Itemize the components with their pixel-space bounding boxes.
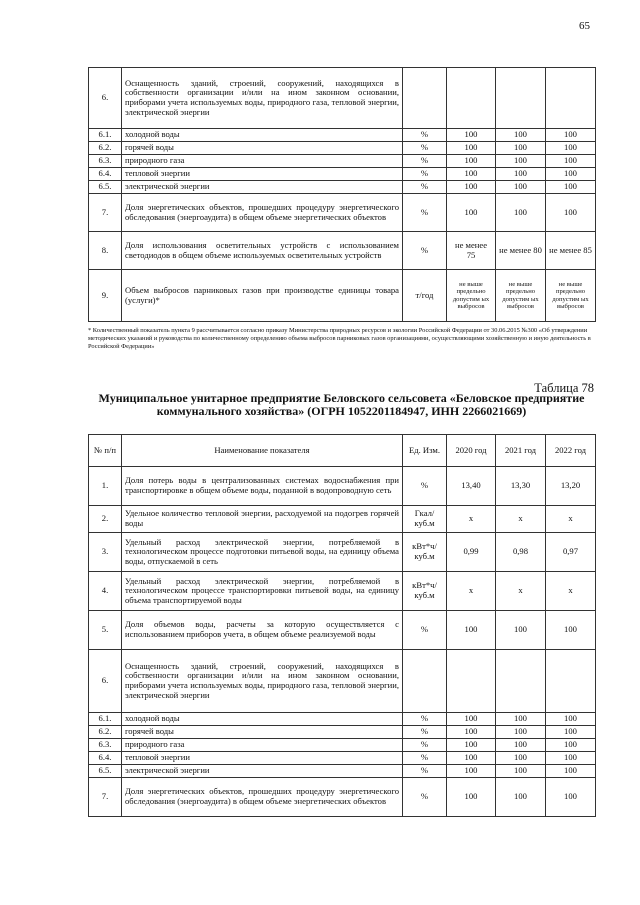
value-cell: 100: [546, 713, 596, 726]
row-number: 4.: [89, 572, 122, 611]
value-cell: 100: [447, 142, 496, 155]
indicator-name: холодной воды: [122, 129, 403, 142]
unit-cell: %: [403, 181, 447, 194]
unit-cell: %: [403, 778, 447, 817]
value-cell: 13,30: [496, 467, 546, 506]
unit-cell: [403, 68, 447, 129]
value-cell: 100: [546, 611, 596, 650]
row-number: 6.3.: [89, 739, 122, 752]
value-cell: 100: [447, 739, 496, 752]
value-cell: 100: [496, 181, 546, 194]
value-cell: 100: [447, 168, 496, 181]
table-row: [89, 467, 596, 506]
header-year-2022: 2022 год: [546, 435, 596, 467]
value-cell: 100: [546, 726, 596, 739]
value-cell: х: [546, 506, 596, 533]
row-number: 6.1.: [89, 713, 122, 726]
table-row: [89, 181, 596, 194]
value-cell: 100: [496, 142, 546, 155]
value-cell: 100: [447, 726, 496, 739]
value-cell: 100: [447, 129, 496, 142]
table-row: [89, 765, 596, 778]
row-number: 7.: [89, 778, 122, 817]
row-number: 8.: [89, 232, 122, 270]
indicator-name: Доля энергетических объектов, прошедших процедуру энергетического обследования (энергоаудита) в общем объеме энергетических объектов: [122, 778, 403, 817]
row-number: 9.: [89, 270, 122, 322]
indicator-name: горячей воды: [122, 142, 403, 155]
indicator-name: Оснащенность зданий, строений, сооружений, находящихся в собственности организации и/или на ином законном основании, приборами учета используемых воды, природного газа, тепловой энергии, электрической энергии: [122, 68, 403, 129]
row-number: 6.2.: [89, 142, 122, 155]
indicator-name: Объем выбросов парниковых газов при производстве единицы товара (услуги)*: [122, 270, 403, 322]
value-cell: 100: [447, 752, 496, 765]
table-row: [89, 726, 596, 739]
row-number: 6.1.: [89, 129, 122, 142]
indicator-name: холодной воды: [122, 713, 403, 726]
value-cell: 100: [546, 778, 596, 817]
value-cell: 13,40: [447, 467, 496, 506]
table-row: [89, 739, 596, 752]
value-cell: 100: [496, 778, 546, 817]
row-number: 7.: [89, 194, 122, 232]
indicator-name: Оснащенность зданий, строений, сооружений, находящихся в собственности организации и/или на ином законном основании, приборами учета используемых воды, природного газа, тепловой энергии, электрической энергии: [122, 650, 403, 713]
row-number: 5.: [89, 611, 122, 650]
value-cell: [447, 68, 496, 129]
indicator-name: Удельный расход электрической энергии, потребляемой в технологическом процессе транспортировки питьевой воды, на единицу объема транспортируемой воды: [122, 572, 403, 611]
value-cell: 100: [496, 726, 546, 739]
indicator-name: электрической энергии: [122, 765, 403, 778]
value-cell: 100: [546, 155, 596, 168]
table-row: [89, 506, 596, 533]
indicator-name: Доля использования осветительных устройств с использованием светодиодов в общем объеме используемых осветительных устройств: [122, 232, 403, 270]
unit-cell: кВт*ч/ куб.м: [403, 533, 447, 572]
row-number: 6.3.: [89, 155, 122, 168]
value-cell: 100: [447, 765, 496, 778]
table-row: [89, 142, 596, 155]
table-row: [89, 155, 596, 168]
indicator-name: Доля потерь воды в централизованных системах водоснабжения при транспортировке в общем объеме воды, поданной в водопроводную сеть: [122, 467, 403, 506]
value-cell: 100: [546, 765, 596, 778]
unit-cell: %: [403, 467, 447, 506]
value-cell: не менее 85: [546, 232, 596, 270]
table-row: [89, 168, 596, 181]
row-number: 2.: [89, 506, 122, 533]
value-cell: 100: [546, 752, 596, 765]
value-cell: [447, 650, 496, 713]
value-cell: 100: [496, 168, 546, 181]
indicator-name: Доля энергетических объектов, прошедших процедуру энергетического обследования (энергоаудита) в общем объеме энергетических объектов: [122, 194, 403, 232]
row-number: 6.4.: [89, 752, 122, 765]
unit-cell: [403, 650, 447, 713]
value-cell: 100: [546, 129, 596, 142]
footnote: * Количественный показатель пункта 9 рассчитывается согласно приказу Министерства природных ресурсов и экологии Российской Федерации от 30.06.2015 №300 «Об утверждении методических указаний и руководства по количественному определению объема выбросов парниковых газов организациями, осуществляющими хозяйственную и иную деятельность в Российской Федерации»: [88, 327, 591, 350]
table-row: [89, 270, 596, 322]
value-cell: не выше предельно допустим ых выбросов: [546, 270, 596, 322]
row-number: 3.: [89, 533, 122, 572]
value-cell: 13,20: [546, 467, 596, 506]
unit-cell: %: [403, 713, 447, 726]
unit-cell: %: [403, 142, 447, 155]
table-row: [89, 713, 596, 726]
value-cell: 100: [546, 194, 596, 232]
value-cell: [546, 650, 596, 713]
table-row: [89, 611, 596, 650]
indicator-name: тепловой энергии: [122, 168, 403, 181]
header-num: № п/п: [89, 435, 122, 467]
value-cell: 100: [496, 611, 546, 650]
unit-cell: %: [403, 739, 447, 752]
row-number: 6.5.: [89, 181, 122, 194]
value-cell: 100: [447, 155, 496, 168]
value-cell: [496, 68, 546, 129]
value-cell: 100: [447, 611, 496, 650]
unit-cell: Гкал/ куб.м: [403, 506, 447, 533]
value-cell: 100: [546, 739, 596, 752]
indicator-name: электрической энергии: [122, 181, 403, 194]
value-cell: 100: [496, 194, 546, 232]
value-cell: х: [447, 572, 496, 611]
value-cell: 100: [496, 739, 546, 752]
unit-cell: %: [403, 155, 447, 168]
value-cell: х: [496, 572, 546, 611]
indicator-name: Удельный расход электрической энергии, потребляемой в технологическом процессе подготовки питьевой воды, на единицу объема воды, отпускаемой в сеть: [122, 533, 403, 572]
unit-cell: кВт*ч/ куб.м: [403, 572, 447, 611]
row-number: 1.: [89, 467, 122, 506]
value-cell: х: [546, 572, 596, 611]
value-cell: 100: [546, 181, 596, 194]
row-number: 6.5.: [89, 765, 122, 778]
unit-cell: %: [403, 752, 447, 765]
row-number: 6.2.: [89, 726, 122, 739]
indicator-name: Удельное количество тепловой энергии, расходуемой на подогрев горячей воды: [122, 506, 403, 533]
row-number: 6.: [89, 68, 122, 129]
unit-cell: %: [403, 232, 447, 270]
value-cell: не выше предельно допустим ых выбросов: [496, 270, 546, 322]
table-row: [89, 572, 596, 611]
page-number: 65: [579, 20, 590, 32]
value-cell: 0,98: [496, 533, 546, 572]
table-row: [89, 232, 596, 270]
value-cell: не выше предельно допустим ых выбросов: [447, 270, 496, 322]
indicator-name: горячей воды: [122, 726, 403, 739]
value-cell: 100: [496, 752, 546, 765]
organization-title: Муниципальное унитарное предприятие Беловского сельсовета «Беловское предприятие коммунального хозяйства» (ОГРН 1052201184947, ИНН 2266021669): [98, 391, 585, 418]
header-year-2021: 2021 год: [496, 435, 546, 467]
unit-cell: %: [403, 611, 447, 650]
value-cell: 100: [447, 713, 496, 726]
table-continued: [88, 67, 596, 322]
table-row: [89, 533, 596, 572]
indicator-name: природного газа: [122, 739, 403, 752]
value-cell: [496, 650, 546, 713]
table-row: [89, 68, 596, 129]
table-row: [89, 194, 596, 232]
value-cell: 100: [496, 713, 546, 726]
value-cell: 100: [447, 194, 496, 232]
table-row: [89, 650, 596, 713]
table-78: [88, 434, 596, 817]
table-header-row: [89, 435, 596, 467]
header-year-2020: 2020 год: [447, 435, 496, 467]
value-cell: 100: [496, 155, 546, 168]
value-cell: 100: [496, 765, 546, 778]
value-cell: х: [447, 506, 496, 533]
unit-cell: %: [403, 726, 447, 739]
value-cell: 100: [447, 778, 496, 817]
table-row: [89, 752, 596, 765]
value-cell: 0,97: [546, 533, 596, 572]
unit-cell: %: [403, 168, 447, 181]
header-unit: Ед. Изм.: [403, 435, 447, 467]
unit-cell: т/год: [403, 270, 447, 322]
value-cell: 0,99: [447, 533, 496, 572]
unit-cell: %: [403, 129, 447, 142]
row-number: 6.: [89, 650, 122, 713]
table-caption: Таблица 78: [534, 381, 594, 395]
value-cell: 100: [496, 129, 546, 142]
value-cell: х: [496, 506, 546, 533]
row-number: 6.4.: [89, 168, 122, 181]
table-row: [89, 129, 596, 142]
unit-cell: %: [403, 194, 447, 232]
value-cell: не менее 75: [447, 232, 496, 270]
value-cell: 100: [546, 142, 596, 155]
value-cell: не менее 80: [496, 232, 546, 270]
value-cell: 100: [447, 181, 496, 194]
value-cell: 100: [546, 168, 596, 181]
indicator-name: Доля объемов воды, расчеты за которую осуществляется с использованием приборов учета, в общем объеме реализуемой воды: [122, 611, 403, 650]
header-name: Наименование показателя: [122, 435, 403, 467]
indicator-name: природного газа: [122, 155, 403, 168]
value-cell: [546, 68, 596, 129]
table-row: [89, 778, 596, 817]
indicator-name: тепловой энергии: [122, 752, 403, 765]
unit-cell: %: [403, 765, 447, 778]
